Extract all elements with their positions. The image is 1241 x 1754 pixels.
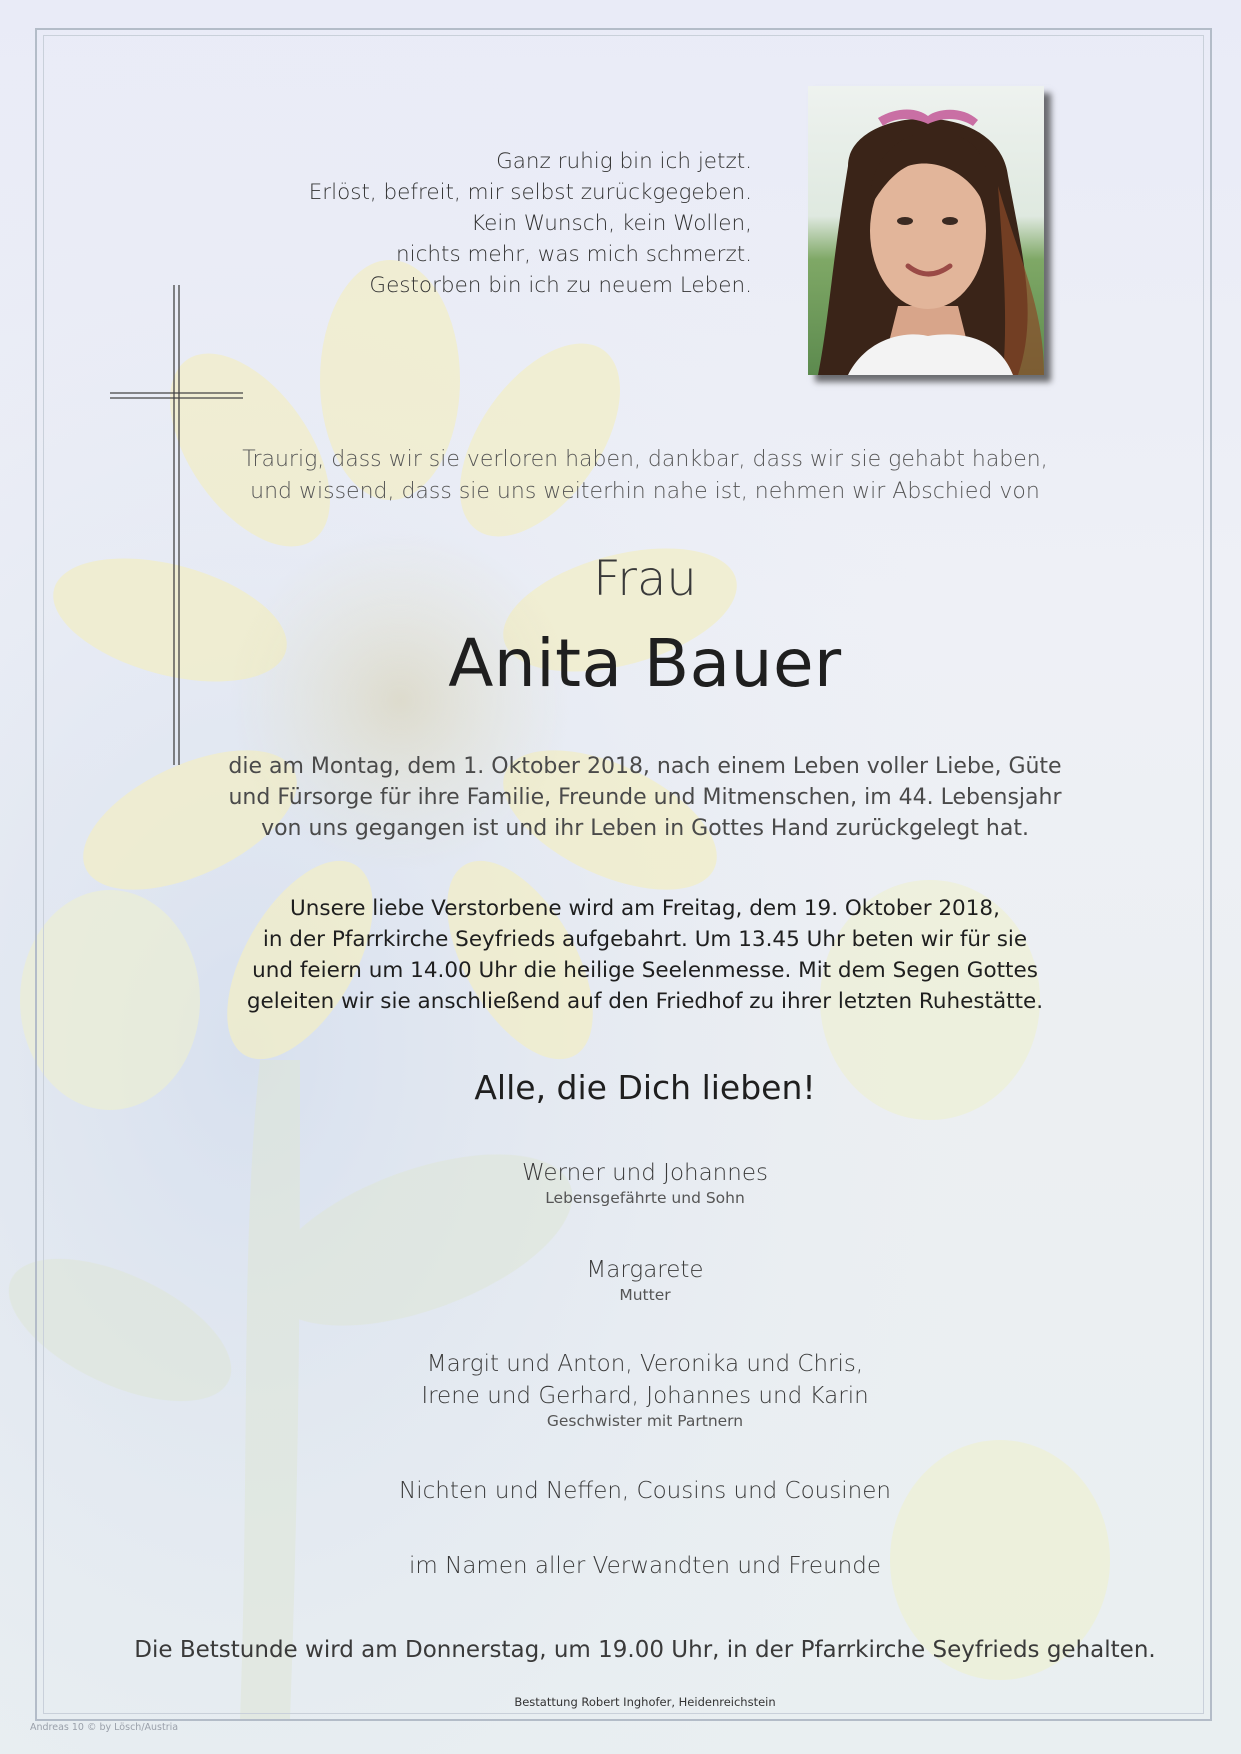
poem-line: nichts mehr, was mich schmerzt. xyxy=(395,242,752,267)
mourner-group xyxy=(150,1157,1140,1207)
service-line: Unsere liebe Verstorbene wird am Freitag, dem 19. Oktober 2018, xyxy=(290,896,1000,921)
mourner-names: Nichten und Neffen, Cousins und Cousinen xyxy=(399,1478,891,1504)
service-line: in der Pfarrkirche Seyfrieds aufgebahrt. Um 13.45 Uhr beten wir für sie xyxy=(262,927,1028,952)
portrait-illustration xyxy=(808,86,1044,375)
service-line: geleiten wir sie anschließend auf den Friedhof zu ihrer letzten Ruhestätte. xyxy=(246,989,1044,1014)
death-notice xyxy=(150,751,1140,844)
death-line: von uns gegangen ist und ihr Leben in Gottes Hand zurückgelegt hat. xyxy=(261,816,1029,841)
deceased-name: Anita Bauer xyxy=(448,625,842,702)
death-line: die am Montag, dem 1. Oktober 2018, nach einem Leben voller Liebe, Güte xyxy=(228,754,1062,779)
closing-line: Alle, die Dich lieben! xyxy=(474,1068,816,1107)
mourner-group xyxy=(150,1254,1140,1304)
salutation: Frau xyxy=(593,551,697,607)
intro-line: Traurig, dass wir sie verloren haben, dankbar, dass wir sie gehabt haben, xyxy=(242,447,1048,472)
mourner-names: Margit und Anton, Veronika und Chris, xyxy=(426,1351,864,1377)
intro-text xyxy=(150,444,1140,508)
mourner-names: Irene und Gerhard, Johannes und Karin xyxy=(421,1383,869,1409)
mourner-role: Mutter xyxy=(619,1286,671,1304)
poem-line: Ganz ruhig bin ich jetzt. xyxy=(496,149,752,174)
mourner-role: Lebensgefährte und Sohn xyxy=(545,1189,745,1207)
mourner-group xyxy=(150,1550,1140,1582)
poem-line: Kein Wunsch, kein Wollen, xyxy=(471,211,752,236)
poem-line: Gestorben bin ich zu neuem Leben. xyxy=(369,273,752,298)
undertaker-credit: Bestattung Robert Inghofer, Heidenreichstein xyxy=(514,1695,776,1709)
poem-line: Erlöst, befreit, mir selbst zurückgegeben. xyxy=(308,180,752,205)
mourner-names: Margarete xyxy=(586,1257,704,1283)
service-notice xyxy=(150,893,1140,1017)
mourner-group xyxy=(150,1348,1140,1430)
service-line: und feiern um 14.00 Uhr die heilige Seelenmesse. Mit dem Segen Gottes xyxy=(252,958,1038,983)
portrait-photo xyxy=(808,86,1044,375)
mourner-role: Geschwister mit Partnern xyxy=(546,1412,744,1430)
mourner-names: Werner und Johannes xyxy=(522,1160,768,1186)
death-line: und Fürsorge für ihre Familie, Freunde und Mitmenschen, im 44. Lebensjahr xyxy=(228,785,1062,810)
intro-line: und wissend, dass sie uns weiterhin nahe ist, nehmen wir Abschied von xyxy=(250,479,1040,504)
mourner-group xyxy=(150,1475,1140,1507)
prayer-notice: Die Betstunde wird am Donnerstag, um 19.00 Uhr, in der Pfarrkirche Seyfrieds gehalten. xyxy=(134,1637,1156,1663)
template-credit: Andreas 10 © by Lösch/Austria xyxy=(30,1722,179,1733)
poem xyxy=(230,146,752,301)
mourner-names: im Namen aller Verwandten und Freunde xyxy=(409,1553,881,1579)
